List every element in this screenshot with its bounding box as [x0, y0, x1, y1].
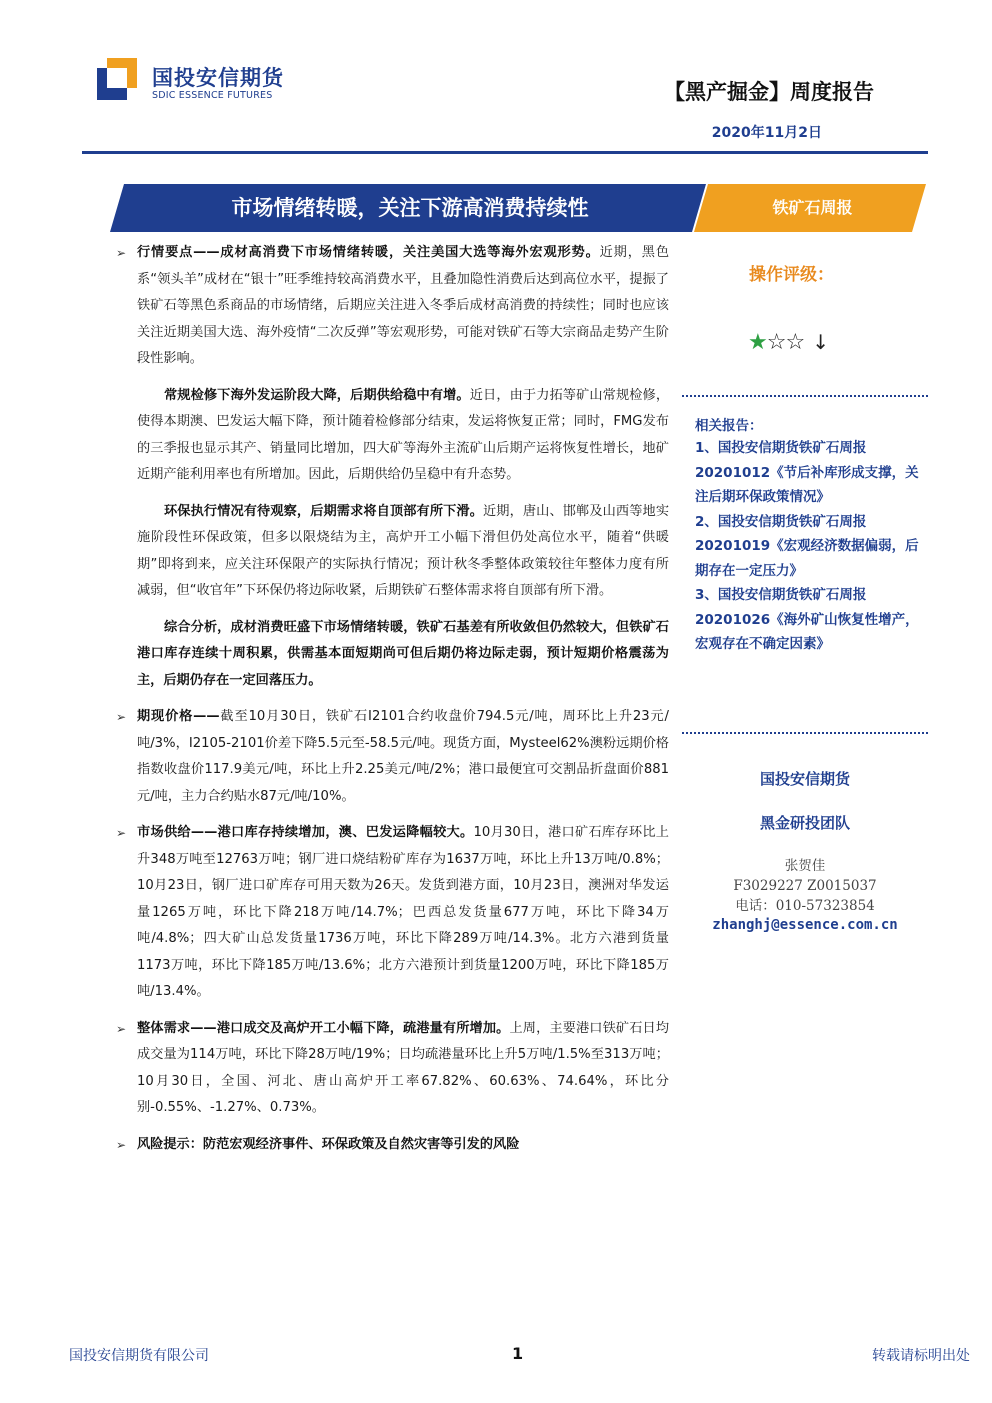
paragraph-heading: 常规检修下海外发运阶段大降，后期供给稳中有增。	[164, 387, 470, 403]
related-reports-title: 相关报告：	[695, 418, 763, 434]
arrow-down-icon: ↓	[812, 330, 828, 354]
section-text: 上周，主要港口铁矿石日均成交量为114万吨，环比下降28万吨/19%；日均疏港量环比上升5万吨/1.5%至313万吨；10月30日，全国、河北、唐山高炉开工率67.82%、60.63%、74.64%，环比分别-0.55%、-1.27%、0.73%。	[137, 1020, 670, 1115]
analyst-phone: 电话：010-57323854	[735, 898, 875, 914]
section-heading: 行情要点——成材高消费下市场情绪转暖，关注美国大选等海外宏观形势。	[137, 245, 600, 260]
related-report-item[interactable]: 3、国投安信期货铁矿石周报20201026《海外矿山恢复性增产，宏观存在不确定因素》	[695, 587, 919, 652]
report-category-tag: 铁矿石周报	[772, 198, 853, 217]
star-filled-icon: ★	[748, 330, 767, 355]
main-content	[113, 240, 669, 1158]
section-risk	[113, 1132, 669, 1159]
paragraph-summary	[113, 615, 669, 695]
analyst-email-link[interactable]: zhanghj@essence.com.cn	[712, 917, 898, 933]
section-market-highlights	[113, 240, 669, 373]
sidebar-divider	[682, 732, 928, 734]
section-heading: 整体需求——港口成交及高炉开工小幅下降，疏港量有所增加。	[137, 1020, 510, 1036]
section-heading: 市场供给——港口库存持续增加，澳、巴发运降幅较大。	[137, 825, 474, 840]
paragraph-heading: 环保执行情况有待观察，后期需求将自顶部有所下滑。	[164, 503, 484, 519]
report-date: 2020年11月2日	[711, 125, 822, 141]
star-empty-icon: ☆	[785, 330, 805, 355]
arrow-bullet-icon: ➢	[116, 1137, 127, 1152]
arrow-bullet-icon: ➢	[116, 246, 127, 260]
paragraph-summary-text: 综合分析，成材消费旺盛下市场情绪转暖，铁矿石基差有所收敛但仍然较大，但铁矿石港口库存连续十周积累，供需基本面短期尚可但后期仍将边际走弱，预计短期价格震荡为主，后期仍存在一定回落压力。	[137, 619, 669, 688]
section-text: 截至10月30日，铁矿石I2101合约收盘价794.5元/吨，周环比上升23元/吨/3%，I2105-2101价差下降5.5元至-58.5元/吨。现货方面，Mysteel62%澳粉远期价格指数收盘价117.9美元/吨，环比上升2.25美元/吨/2%；港口最便宜可交割品折盘面价881元/吨，主力合约贴水87元/吨/10%。	[137, 709, 669, 804]
rating-stars	[748, 330, 828, 355]
sidebar-divider	[682, 395, 928, 397]
logo-chinese-name: 国投安信期货	[152, 66, 284, 90]
risk-warning: 风险提示：防范宏观经济事件、环保政策及自然灾害等引发的风险	[137, 1136, 520, 1152]
footer-notice: 转载请标明出处	[872, 1348, 970, 1364]
section-prices	[113, 704, 669, 810]
related-reports-list	[695, 436, 931, 657]
arrow-bullet-icon: ➢	[116, 826, 127, 840]
footer-company: 国投安信期货有限公司	[69, 1348, 209, 1364]
paragraph-text: 近日，由于力拓等矿山常规检修，使得本期澳、巴发运大幅下降，预计随着检修部分结束，发运将恢复正常；同时，FMG发布的三季报也显示其产、销量同比增加，四大矿等海外主流矿山后期产运将恢复性增长，地矿近期产能利用率也有所增加。因此，后期供给仍呈稳中有升态势。	[137, 387, 670, 482]
paragraph-supply	[113, 383, 669, 489]
rating-label: 操作评级：	[749, 265, 834, 285]
report-headline: 市场情绪转暖，关注下游高消费持续性	[231, 196, 589, 220]
report-type-title: 【黑产掘金】周度报告	[664, 80, 874, 104]
analyst-contact	[682, 856, 928, 916]
section-heading: 期现价格——	[137, 709, 220, 724]
analyst-license: F3029227 Z0015037	[733, 878, 877, 894]
related-report-item[interactable]: 2、国投安信期货铁矿石周报20201019《宏观经济数据偏弱，后期存在一定压力》	[695, 513, 919, 579]
related-report-item[interactable]: 1、国投安信期货铁矿石周报20201012《节后补库形成支撑，关注后期环保政策情况》	[695, 440, 919, 505]
header-divider	[82, 151, 928, 154]
company-logo-icon	[97, 58, 137, 100]
section-text: 10月30日，港口矿石库存环比上升348万吨至12763万吨；钢厂进口烧结粉矿库存为1637万吨，环比上升13万吨/0.8%；10月23日，钢厂进口矿库存可用天数为26天。发货到港方面，10月23日，澳洲对华发运量1265万吨，环比下降218万吨/14.7%；巴西总发货量677万吨，环比下降34万吨/4.8%；四大矿山总发货量1736万吨，环比下降289万吨/14.3%。北方六港到货量1173万吨，环比下降185万吨/13.6%；北方六港预计到货量1200万吨，环比下降185万吨/13.4%。	[137, 825, 669, 999]
paragraph-demand	[113, 499, 669, 605]
paragraph-text: 近期，唐山、邯郸及山西等地实施阶段性环保政策，但多以限烧结为主，高炉开工小幅下滑但仍处高位水平，随着“供暖期”即将到来，应关注环保限产的实际执行情况；预计秋冬季整体政策较往年整体力度有所减弱，但“收官年”下环保仍将边际收紧，后期铁矿石整体需求将自顶部有所下滑。	[137, 503, 670, 598]
research-team-name: 黑金研投团队	[759, 814, 850, 832]
analyst-name: 张贺佳	[784, 858, 826, 874]
arrow-bullet-icon: ➢	[116, 710, 127, 724]
star-empty-icon: ☆	[766, 330, 786, 355]
section-text: 近期，黑色系“领头羊”成材在“银十”旺季维持较高消费水平，且叠加隐性消费后达到高位水平，提振了铁矿石等黑色系商品的市场情绪，后期应关注进入冬季后成材高消费的持续性；同时也应该关注近期美国大选、海外疫情“二次反弹”等宏观形势，可能对铁矿石等大宗商品走势产生阶段性影响。	[137, 245, 670, 366]
section-demand	[113, 1016, 669, 1122]
arrow-bullet-icon: ➢	[116, 1021, 127, 1036]
page-number: 1	[512, 1344, 524, 1363]
logo-english-name: SDIC ESSENCE FUTURES	[152, 90, 273, 101]
section-supply	[113, 820, 669, 1006]
sidebar-company-name: 国投安信期货	[759, 770, 850, 788]
